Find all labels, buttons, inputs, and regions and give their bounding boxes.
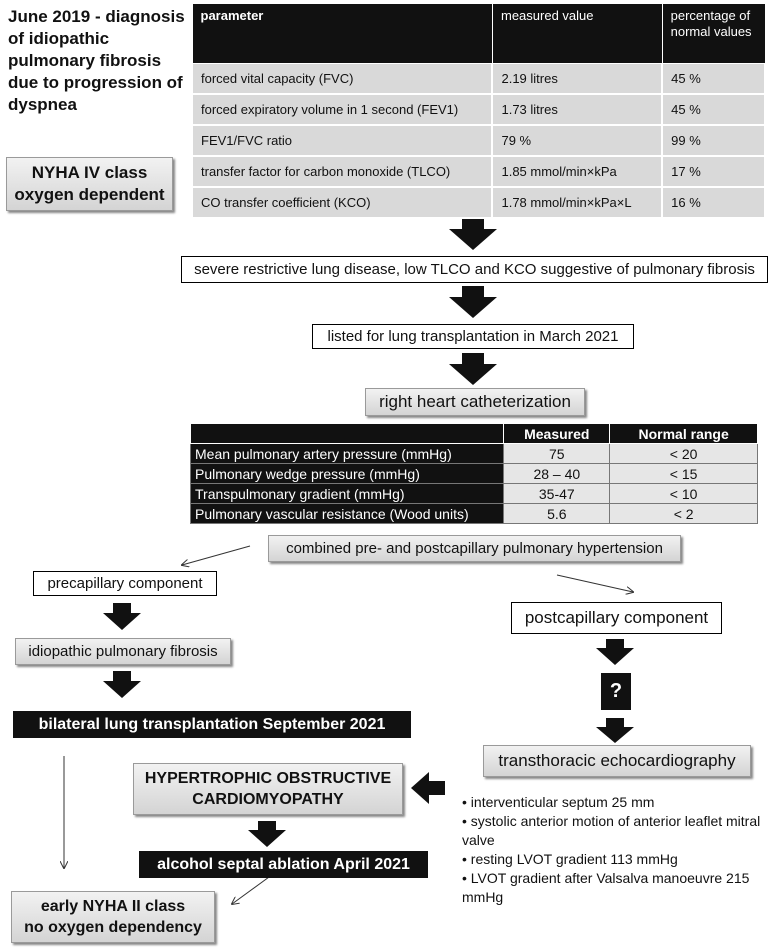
pft-cell: CO transfer coefficient (KCO) — [192, 187, 492, 218]
hocm-line2: CARDIOMYOPATHY — [192, 791, 344, 808]
rhc-header-blank — [191, 424, 504, 444]
diagnosis-title: June 2019 - diagnosis of idiopathic pulmonary fibrosis due to progression of dyspnea — [8, 7, 185, 114]
pft-cell: 1.85 mmol/min×kPa — [492, 156, 662, 187]
pft-cell: forced vital capacity (FVC) — [192, 64, 492, 95]
pft-cell: 1.78 mmol/min×kPa×L — [492, 187, 662, 218]
nyha-iv-line1: NYHA IV class — [31, 163, 148, 182]
rhc-cell-measured: 28 – 40 — [504, 464, 610, 484]
rhc-cell-measured: 75 — [504, 444, 610, 464]
lung-transplant-box: bilateral lung transplantation September 2021 — [13, 711, 411, 738]
pft-header-percentage: percentage of normal values — [662, 4, 765, 64]
rhc-cell-label: Mean pulmonary artery pressure (mmHg) — [191, 444, 504, 464]
ipf-box: idiopathic pulmonary fibrosis — [15, 638, 231, 665]
precapillary-box: precapillary component — [33, 571, 217, 596]
postcapillary-box: postcapillary component — [511, 602, 722, 634]
list-item: • resting LVOT gradient 113 mmHg — [462, 851, 678, 867]
pft-cell: 45 % — [662, 64, 765, 95]
rhc-cell-normal: < 15 — [610, 464, 758, 484]
pft-cell: 1.73 litres — [492, 94, 662, 125]
nyha-iv-line2: oxygen dependent — [14, 185, 165, 204]
listed-transplant-box: listed for lung transplantation in March 2021 — [312, 324, 634, 349]
rhc-cell-label: Pulmonary vascular resistance (Wood units) — [191, 504, 504, 524]
rhc-cell-normal: < 20 — [610, 444, 758, 464]
rhc-cell-label: Transpulmonary gradient (mmHg) — [191, 484, 504, 504]
combined-ph-box: combined pre- and postcapillary pulmonary hypertension — [268, 535, 681, 562]
list-item: • systolic anterior motion of anterior leaflet mitral valve — [462, 813, 761, 848]
down-arrow-left-2 — [103, 671, 141, 698]
pft-cell: 45 % — [662, 94, 765, 125]
left-arrow — [411, 772, 445, 804]
rhc-cell-label: Pulmonary wedge pressure (mmHg) — [191, 464, 504, 484]
pft-cell: 99 % — [662, 125, 765, 156]
down-arrow-center — [248, 821, 286, 847]
rhc-header-normal: Normal range — [610, 424, 758, 444]
echo-findings-list — [462, 793, 764, 907]
pft-cell: 16 % — [662, 187, 765, 218]
pft-header-measured: measured value — [492, 4, 662, 64]
pft-cell: forced expiratory volume in 1 second (FEV1) — [192, 94, 492, 125]
pft-cell: transfer factor for carbon monoxide (TLCO) — [192, 156, 492, 187]
connector-to-postcap — [557, 575, 633, 592]
outcome-line1: early NYHA II class — [40, 898, 186, 915]
outcome-line2: no oxygen dependency — [24, 919, 202, 936]
pft-cell: 2.19 litres — [492, 64, 662, 95]
list-item: • LVOT gradient after Valsalva manoeuvre 215 mmHg — [462, 870, 750, 905]
echo-box: transthoracic echocardiography — [483, 745, 751, 777]
down-arrow-2 — [449, 286, 497, 318]
connector-to-precap — [182, 546, 250, 565]
down-arrow-left-1 — [103, 603, 141, 630]
septal-ablation-box: alcohol septal ablation April 2021 — [139, 851, 428, 878]
hocm-line1: HYPERTROPHIC OBSTRUCTIVE — [144, 770, 392, 787]
rhc-cell-normal: < 2 — [610, 504, 758, 524]
right-heart-cath-box: right heart catheterization — [365, 388, 585, 416]
list-item: • interventicular septum 25 mm — [462, 794, 655, 810]
restrictive-disease-box: severe restrictive lung disease, low TLCO and KCO suggestive of pulmonary fibrosis — [181, 256, 768, 283]
table-row — [191, 464, 758, 484]
table-row — [191, 444, 758, 464]
down-arrow-1 — [449, 219, 497, 250]
rhc-cell-measured: 5.6 — [504, 504, 610, 524]
pft-cell: FEV1/FVC ratio — [192, 125, 492, 156]
down-arrow-right-2 — [596, 718, 634, 743]
rhc-cell-measured: 35-47 — [504, 484, 610, 504]
rhc-cell-normal: < 10 — [610, 484, 758, 504]
hocm-box — [133, 763, 403, 815]
question-mark-box: ? — [601, 673, 631, 710]
outcome-box — [11, 891, 215, 943]
table-row — [191, 504, 758, 524]
pft-header-parameter: parameter — [192, 4, 492, 64]
down-arrow-3 — [449, 353, 497, 385]
pft-cell: 79 % — [492, 125, 662, 156]
down-arrow-right-1 — [596, 639, 634, 665]
table-row — [191, 484, 758, 504]
pft-cell: 17 % — [662, 156, 765, 187]
rhc-table — [190, 423, 758, 524]
rhc-header-measured: Measured — [504, 424, 610, 444]
